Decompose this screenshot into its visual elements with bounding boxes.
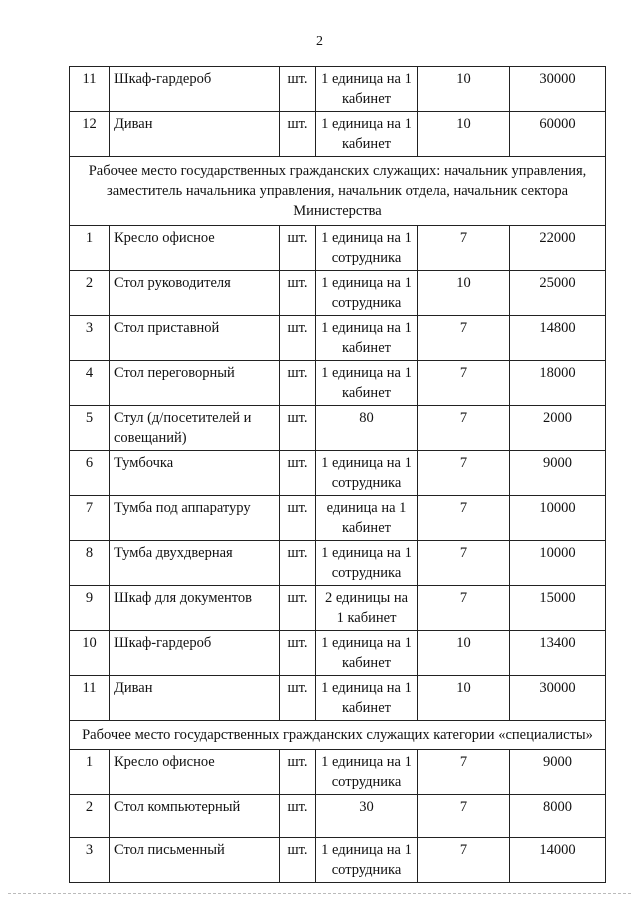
unit-of-measure: шт. [280,271,316,316]
quantity-norm: 1 единица на 1 сотрудника [316,226,418,271]
max-price: 2000 [510,406,606,451]
item-name: Стол переговорный [110,361,280,406]
max-price: 9000 [510,451,606,496]
max-price: 30000 [510,67,606,112]
max-price: 15000 [510,586,606,631]
table-row [70,316,606,361]
item-name: Диван [110,676,280,721]
max-price: 10000 [510,541,606,586]
unit-of-measure: шт. [280,406,316,451]
item-name: Шкаф для документов [110,586,280,631]
unit-of-measure: шт. [280,631,316,676]
quantity-norm: 1 единица на 1 сотрудника [316,451,418,496]
item-name: Шкаф-гардероб [110,631,280,676]
quantity-norm: 1 единица на 1 кабинет [316,112,418,157]
max-price: 25000 [510,271,606,316]
unit-of-measure: шт. [280,750,316,795]
row-number: 3 [70,838,110,883]
quantity-norm: 1 единица на 1 сотрудника [316,271,418,316]
unit-of-measure: шт. [280,67,316,112]
row-number: 1 [70,226,110,271]
item-name: Стол приставной [110,316,280,361]
service-life-years: 10 [418,676,510,721]
table-row [70,67,606,112]
item-name: Тумба под аппаратуру [110,496,280,541]
max-price: 18000 [510,361,606,406]
service-life-years: 7 [418,586,510,631]
row-number: 3 [70,316,110,361]
table-row [70,750,606,795]
item-name: Кресло офисное [110,750,280,795]
section-title: Рабочее место государственных гражданских служащих категории «специалисты» [70,721,606,750]
row-number: 11 [70,676,110,721]
service-life-years: 7 [418,451,510,496]
service-life-years: 7 [418,361,510,406]
quantity-norm: 1 единица на 1 кабинет [316,67,418,112]
max-price: 9000 [510,750,606,795]
service-life-years: 7 [418,541,510,586]
item-name: Стул (д/посетителей и совещаний) [110,406,280,451]
service-life-years: 10 [418,631,510,676]
row-number: 6 [70,451,110,496]
page-number: 2 [316,34,323,49]
table-row [70,451,606,496]
row-number: 8 [70,541,110,586]
max-price: 14000 [510,838,606,883]
item-name: Стол компьютерный [110,795,280,838]
row-number: 9 [70,586,110,631]
section-heading-specialists [70,721,606,750]
quantity-norm: 1 единица на 1 кабинет [316,361,418,406]
unit-of-measure: шт. [280,586,316,631]
unit-of-measure: шт. [280,676,316,721]
row-number: 7 [70,496,110,541]
table-row [70,112,606,157]
item-name: Стол письменный [110,838,280,883]
quantity-norm: 1 единица на 1 сотрудника [316,541,418,586]
row-number: 11 [70,67,110,112]
row-number: 10 [70,631,110,676]
row-number: 2 [70,271,110,316]
item-name: Тумбочка [110,451,280,496]
quantity-norm: 1 единица на 1 сотрудника [316,838,418,883]
section-title: Рабочее место государственных гражданских служащих: начальник управления, заместитель начальника управления, начальник отдела, начальник сектора Министерства [70,157,606,226]
row-number: 12 [70,112,110,157]
max-price: 10000 [510,496,606,541]
unit-of-measure: шт. [280,541,316,586]
item-name: Шкаф-гардероб [110,67,280,112]
table-row [70,496,606,541]
table-row [70,586,606,631]
unit-of-measure: шт. [280,496,316,541]
unit-of-measure: шт. [280,226,316,271]
table-row [70,838,606,883]
max-price: 13400 [510,631,606,676]
service-life-years: 7 [418,750,510,795]
page-bottom-edge [8,893,631,894]
table-row [70,631,606,676]
row-number: 5 [70,406,110,451]
service-life-years: 7 [418,406,510,451]
quantity-norm: 1 единица на 1 кабинет [316,316,418,361]
item-name: Тумба двухдверная [110,541,280,586]
quantity-norm: единица на 1 кабинет [316,496,418,541]
table-row [70,795,606,838]
unit-of-measure: шт. [280,451,316,496]
quantity-norm: 30 [316,795,418,838]
service-life-years: 10 [418,67,510,112]
max-price: 8000 [510,795,606,838]
service-life-years: 10 [418,112,510,157]
service-life-years: 7 [418,496,510,541]
unit-of-measure: шт. [280,361,316,406]
max-price: 22000 [510,226,606,271]
quantity-norm: 2 единицы на 1 кабинет [316,586,418,631]
unit-of-measure: шт. [280,795,316,838]
row-number: 1 [70,750,110,795]
service-life-years: 7 [418,226,510,271]
unit-of-measure: шт. [280,838,316,883]
unit-of-measure: шт. [280,112,316,157]
max-price: 14800 [510,316,606,361]
table-row [70,271,606,316]
section-heading-managers [70,157,606,226]
quantity-norm: 1 единица на 1 кабинет [316,631,418,676]
row-number: 2 [70,795,110,838]
table-row [70,676,606,721]
item-name: Диван [110,112,280,157]
quantity-norm: 1 единица на 1 сотрудника [316,750,418,795]
item-name: Кресло офисное [110,226,280,271]
max-price: 30000 [510,676,606,721]
unit-of-measure: шт. [280,316,316,361]
row-number: 4 [70,361,110,406]
service-life-years: 7 [418,316,510,361]
table-row [70,541,606,586]
table-row [70,361,606,406]
quantity-norm: 80 [316,406,418,451]
max-price: 60000 [510,112,606,157]
service-life-years: 7 [418,795,510,838]
quantity-norm: 1 единица на 1 кабинет [316,676,418,721]
furniture-norms-table [69,66,606,883]
service-life-years: 7 [418,838,510,883]
item-name: Стол руководителя [110,271,280,316]
table-row [70,406,606,451]
service-life-years: 10 [418,271,510,316]
table-row [70,226,606,271]
